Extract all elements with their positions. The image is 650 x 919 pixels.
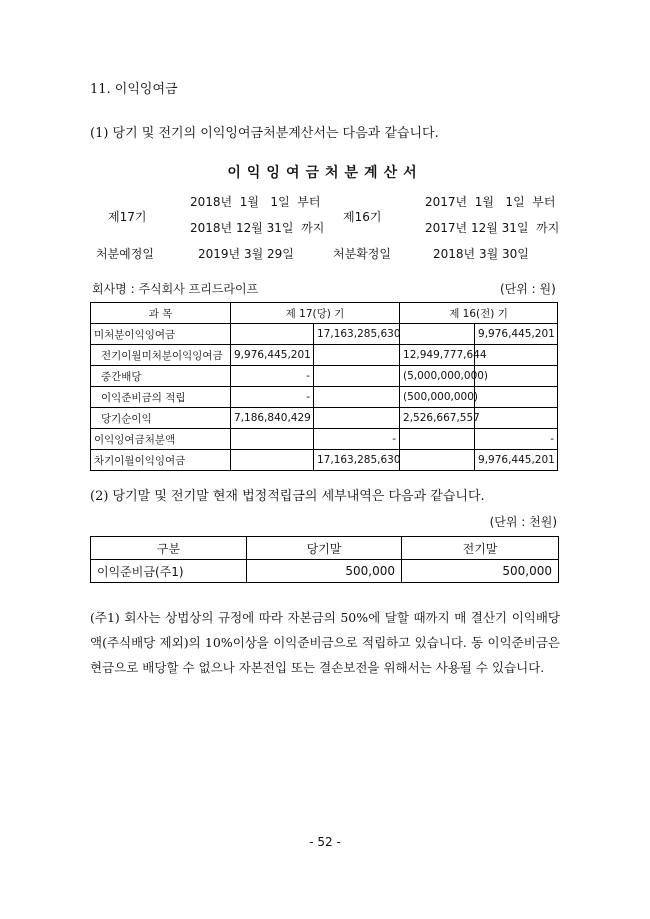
planned-date-label: 처분예정일 [96, 247, 154, 261]
header-category: 구분 [91, 537, 247, 560]
cell-value: 17,163,285,630 [314, 450, 400, 471]
footnote: (주1) 회사는 상법상의 규정에 따라 자본금의 50%에 달할 때까지 매 결산기 이익배당액(주식배당 제외)의 10%이상을 이익준비금으로 적립하고 있습니다. 동 이익준비금은 현금으로 배당할 수 없으나 자본전입 또는 결손보전을 위해서는 사용될 수 있습니다. [90, 610, 560, 675]
statement-title: 이익잉여금처분계산서 [227, 165, 423, 181]
table-row [91, 387, 558, 408]
cell-value: (500,000,000) [400, 387, 475, 408]
cell-value: 9,976,445,201 [475, 324, 558, 345]
confirmed-date: 2018년 3월 30일 [433, 247, 529, 261]
cell-value [314, 345, 400, 366]
cell-value: - [231, 387, 314, 408]
row-label: 미처분이익잉여금 [91, 324, 231, 345]
cell-value [231, 429, 314, 450]
row-label: 당기순이익 [91, 408, 231, 429]
intro-paragraph-2: (2) 당기말 및 전기말 현재 법정적립금의 세부내역은 다음과 같습니다. [90, 489, 485, 504]
cell-value [231, 450, 314, 471]
cell-value: 500,000 [402, 560, 559, 583]
header-current-end: 당기말 [247, 537, 402, 560]
table-row [91, 429, 558, 450]
intro-paragraph-1: (1) 당기 및 전기의 이익잉여금처분계산서는 다음과 같습니다. [90, 126, 439, 141]
cell-value [314, 387, 400, 408]
cell-value: - [475, 429, 558, 450]
prior-period-from: 2017년 1월 1일 부터 [425, 195, 556, 209]
row-label: 이익잉여금처분액 [91, 429, 231, 450]
header-account: 과 목 [91, 303, 231, 324]
cell-value: 9,976,445,201 [475, 450, 558, 471]
page-number: - 52 - [309, 835, 341, 849]
cell-value: (5,000,000,000) [400, 366, 475, 387]
cell-value: 9,976,445,201 [231, 345, 314, 366]
retained-earnings-table [90, 302, 558, 471]
row-label: 이익준비금(주1) [91, 560, 247, 583]
current-period-from: 2018년 1월 1일 부터 [190, 195, 321, 209]
cell-value: - [231, 366, 314, 387]
section-heading: 11. 이익잉여금 [90, 82, 178, 97]
current-period-label: 제17기 [108, 210, 147, 224]
cell-value: 7,186,840,429 [231, 408, 314, 429]
table-row [91, 324, 558, 345]
header-prior-end: 전기말 [402, 537, 559, 560]
legal-reserve-table [90, 536, 559, 583]
cell-value [475, 387, 558, 408]
header-current-period: 제 17(당) 기 [231, 303, 400, 324]
cell-value [400, 450, 475, 471]
cell-value [400, 324, 475, 345]
cell-value [400, 429, 475, 450]
unit-label: (단위 : 원) [500, 282, 556, 296]
planned-date: 2019년 3월 29일 [198, 247, 294, 261]
company-name: 회사명 : 주식회사 프리드라이프 [92, 282, 259, 296]
prior-period-label: 제16기 [343, 210, 382, 224]
unit-label-2: (단위 : 천원) [489, 515, 557, 529]
table-row [91, 366, 558, 387]
row-label: 차기이월이익잉여금 [91, 450, 231, 471]
table-row [91, 560, 559, 583]
table-header-row [91, 537, 559, 560]
header-prior-period: 제 16(전) 기 [400, 303, 558, 324]
confirmed-date-label: 처분확정일 [333, 247, 391, 261]
row-label: 전기이월미처분이익잉여금 [91, 345, 231, 366]
cell-value [314, 366, 400, 387]
cell-value: - [314, 429, 400, 450]
cell-value [314, 408, 400, 429]
cell-value [231, 324, 314, 345]
table-row [91, 408, 558, 429]
table-row [91, 450, 558, 471]
current-period-to: 2018년 12월 31일 까지 [190, 221, 325, 235]
row-label: 중간배당 [91, 366, 231, 387]
table-row [91, 345, 558, 366]
cell-value: 12,949,777,644 [400, 345, 475, 366]
prior-period-to: 2017년 12월 31일 까지 [425, 221, 560, 235]
cell-value: 2,526,667,557 [400, 408, 475, 429]
cell-value: 500,000 [247, 560, 402, 583]
cell-value [475, 408, 558, 429]
table-header-row [91, 303, 558, 324]
row-label: 이익준비금의 적립 [91, 387, 231, 408]
cell-value: 17,163,285,630 [314, 324, 400, 345]
